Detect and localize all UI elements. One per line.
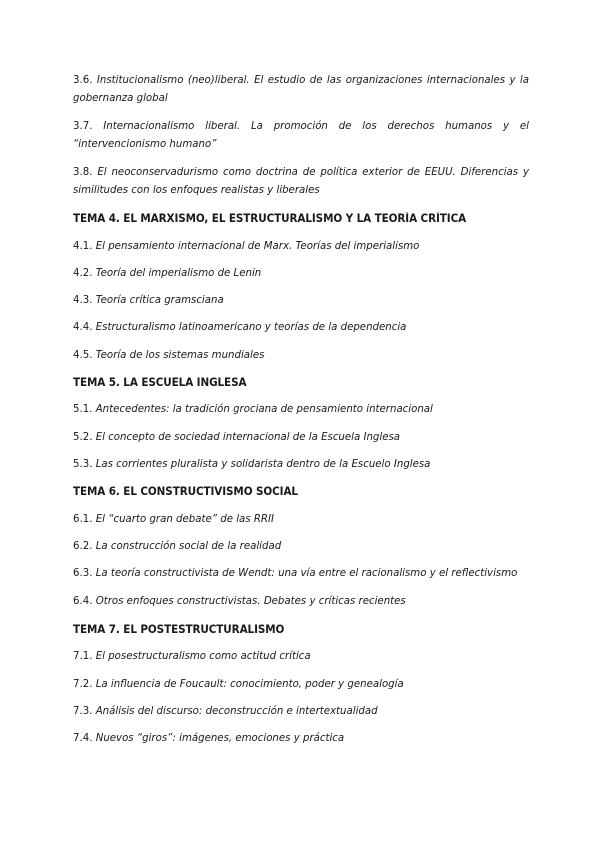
document-page bbox=[73, 72, 529, 757]
item-number: 6.1. bbox=[73, 513, 93, 525]
list-item bbox=[73, 456, 529, 474]
item-text: Teoría crítica gramsciana bbox=[95, 295, 224, 307]
item-text: Antecedentes: la tradición grociana de pensamiento internacional bbox=[95, 404, 433, 416]
item-text: El “cuarto gran debate” de las RRII bbox=[95, 513, 275, 525]
item-number: 3.8. bbox=[73, 167, 93, 178]
list-item bbox=[73, 319, 529, 337]
section-tema-6 bbox=[73, 483, 529, 611]
item-text: Teoría de los sistemas mundiales bbox=[95, 349, 265, 361]
item-text: El pensamiento internacional de Marx. Teorías del imperialismo bbox=[95, 240, 420, 252]
item-number: 4.4. bbox=[73, 322, 93, 334]
list-item bbox=[73, 676, 529, 694]
item-text: Análisis del discurso: deconstrucción e intertextualidad bbox=[95, 705, 378, 717]
item-text: La construcción social de la realidad bbox=[95, 541, 282, 553]
list-item bbox=[73, 703, 529, 721]
list-item bbox=[73, 164, 529, 200]
section-tema-3-continued bbox=[73, 72, 529, 200]
item-number: 7.4. bbox=[73, 733, 93, 745]
item-number: 4.2. bbox=[73, 267, 93, 279]
item-number: 4.3. bbox=[73, 295, 93, 307]
section-tema-5 bbox=[73, 374, 529, 474]
list-item bbox=[73, 730, 529, 748]
item-number: 5.3. bbox=[73, 459, 93, 471]
list-item bbox=[73, 265, 529, 283]
section-heading: TEMA 6. EL CONSTRUCTIVISMO SOCIAL bbox=[73, 485, 298, 499]
list-item bbox=[73, 648, 529, 666]
item-number: 4.5. bbox=[73, 349, 93, 361]
section-heading: TEMA 5. LA ESCUELA INGLESA bbox=[73, 375, 247, 389]
section-heading: TEMA 4. EL MARXISMO, EL ESTRUCTURALISMO Y LA TEORÍA CRÍTICA bbox=[73, 212, 467, 225]
item-text: Estructuralismo latinoamericano y teorías de la dependencia bbox=[95, 322, 407, 334]
item-number: 7.3. bbox=[73, 705, 93, 717]
item-text: El neoconservadurismo como doctrina de política exterior de EEUU. Diferencias y similitudes con los enfoques realistas y liberales bbox=[73, 167, 529, 196]
item-number: 6.2. bbox=[73, 541, 93, 553]
list-item bbox=[73, 238, 529, 256]
item-number: 6.4. bbox=[73, 596, 93, 608]
item-text: La influencia de Foucault: conocimiento, poder y genealogía bbox=[95, 678, 404, 690]
item-text: La teoría constructivista de Wendt: una vía entre el racionalismo y el reflectivismo bbox=[95, 568, 518, 580]
item-number: 7.1. bbox=[73, 651, 93, 663]
list-item bbox=[73, 292, 529, 310]
list-item bbox=[73, 72, 529, 108]
list-item bbox=[73, 401, 529, 419]
list-item bbox=[73, 511, 529, 529]
list-item bbox=[73, 565, 529, 583]
section-tema-4 bbox=[73, 210, 529, 365]
item-number: 7.2. bbox=[73, 678, 93, 690]
item-text: Nuevos “giros”: imágenes, emociones y práctica bbox=[95, 733, 345, 745]
list-item bbox=[73, 347, 529, 365]
item-text: El concepto de sociedad internacional de la Escuela Inglesa bbox=[95, 431, 401, 443]
item-text: Las corrientes pluralista y solidarista dentro de la Escuelo Inglesa bbox=[95, 459, 431, 471]
list-item bbox=[73, 429, 529, 447]
item-text: Institucionalismo (neo)liberal. El estudio de las organizaciones internacionales y la gobernanza global bbox=[73, 75, 529, 104]
item-text: El posestructuralismo como actitud crítica bbox=[95, 651, 311, 663]
list-item bbox=[73, 593, 529, 611]
item-number: 5.1. bbox=[73, 404, 93, 416]
item-number: 3.6. bbox=[73, 75, 93, 86]
section-heading: TEMA 7. EL POSTESTRUCTURALISMO bbox=[73, 622, 285, 636]
list-item bbox=[73, 118, 529, 154]
item-number: 4.1. bbox=[73, 240, 93, 252]
item-text: Otros enfoques constructivistas. Debates y críticas recientes bbox=[95, 596, 406, 608]
item-number: 5.2. bbox=[73, 431, 93, 443]
item-number: 3.7. bbox=[73, 121, 93, 132]
item-text: Internacionalismo liberal. La promoción de los derechos humanos y el “intervencionismo humano” bbox=[73, 121, 529, 150]
list-item bbox=[73, 538, 529, 556]
item-text: Teoría del imperialismo de Lenin bbox=[95, 267, 262, 279]
section-tema-7 bbox=[73, 621, 529, 748]
item-number: 6.3. bbox=[73, 568, 93, 580]
